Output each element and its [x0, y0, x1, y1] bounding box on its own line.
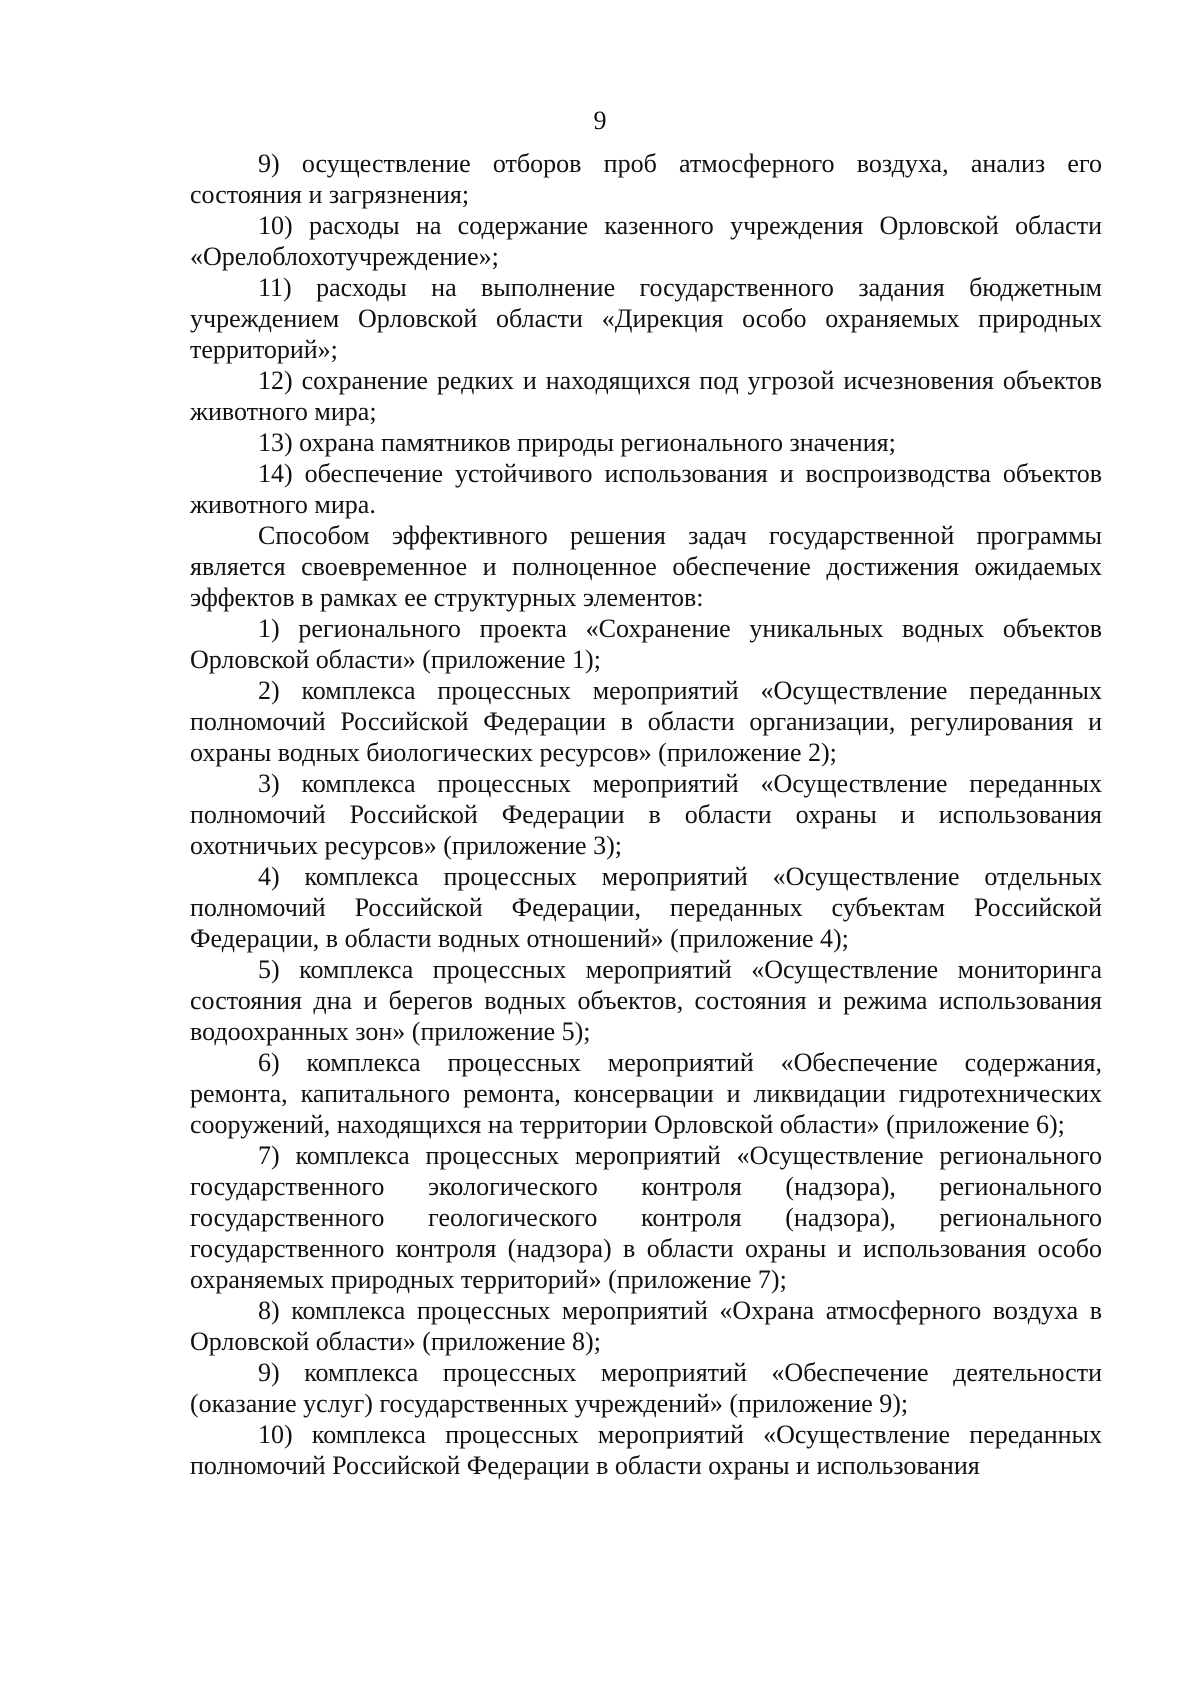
- paragraph-item-11: 11) расходы на выполнение государственного задания бюджетным учреждением Орловской области «Дирекция особо охраняемых природных территорий»;: [190, 273, 1102, 364]
- paragraph-item-13: 13) охрана памятников природы регионального значения;: [258, 428, 896, 457]
- paragraph-element-3: 3) комплекса процессных мероприятий «Осуществление переданных полномочий Российской Федерации в области охраны и использования охотничьих ресурсов» (приложение 3);: [190, 769, 1102, 860]
- page-number: 9: [593, 106, 607, 135]
- paragraph-element-2: 2) комплекса процессных мероприятий «Осуществление переданных полномочий Российской Федерации в области организации, регулирования и охраны водных биологических ресурсов» (приложение 2);: [190, 676, 1102, 767]
- paragraph-item-9: 9) осуществление отборов проб атмосферного воздуха, анализ его состояния и загрязнения;: [190, 149, 1102, 209]
- paragraph-element-6: 6) комплекса процессных мероприятий «Обеспечение содержания, ремонта, капитального ремонта, консервации и ликвидации гидротехнических сооружений, находящихся на территории Орловской области» (приложение 6);: [190, 1048, 1102, 1139]
- paragraph-method-intro: Способом эффективного решения задач государственной программы является своевременное и полноценное обеспечение достижения ожидаемых эффектов в рамках ее структурных элементов:: [190, 521, 1102, 612]
- paragraph-element-8: 8) комплекса процессных мероприятий «Охрана атмосферного воздуха в Орловской области» (приложение 8);: [190, 1296, 1102, 1356]
- paragraph-element-10: 10) комплекса процессных мероприятий «Осуществление переданных полномочий Российской Федерации в области охраны и использования: [190, 1420, 1102, 1480]
- paragraph-item-12: 12) сохранение редких и находящихся под угрозой исчезновения объектов животного мира;: [190, 366, 1102, 426]
- paragraph-element-5: 5) комплекса процессных мероприятий «Осуществление мониторинга состояния дна и берегов водных объектов, состояния и режима использования водоохранных зон» (приложение 5);: [190, 955, 1102, 1046]
- paragraph-element-1: 1) регионального проекта «Сохранение уникальных водных объектов Орловской области» (приложение 1);: [190, 614, 1102, 674]
- paragraph-element-7: 7) комплекса процессных мероприятий «Осуществление регионального государственного экологического контроля (надзора), регионального государственного геологического контроля (надзора), регионального государственного контроля (надзора) в области охраны и использования особо охраняемых природных территорий» (приложение 7);: [190, 1141, 1102, 1294]
- paragraph-item-10: 10) расходы на содержание казенного учреждения Орловской области «Орелоблохотучреждение»;: [190, 211, 1102, 271]
- paragraph-item-14: 14) обеспечение устойчивого использования и воспроизводства объектов животного мира.: [190, 459, 1102, 519]
- document-body: [190, 148, 1102, 1481]
- paragraph-element-9: 9) комплекса процессных мероприятий «Обеспечение деятельности (оказание услуг) государственных учреждений» (приложение 9);: [190, 1358, 1102, 1418]
- paragraph-element-4: 4) комплекса процессных мероприятий «Осуществление отдельных полномочий Российской Федерации, переданных субъектам Российской Федерации, в области водных отношений» (приложение 4);: [190, 862, 1102, 953]
